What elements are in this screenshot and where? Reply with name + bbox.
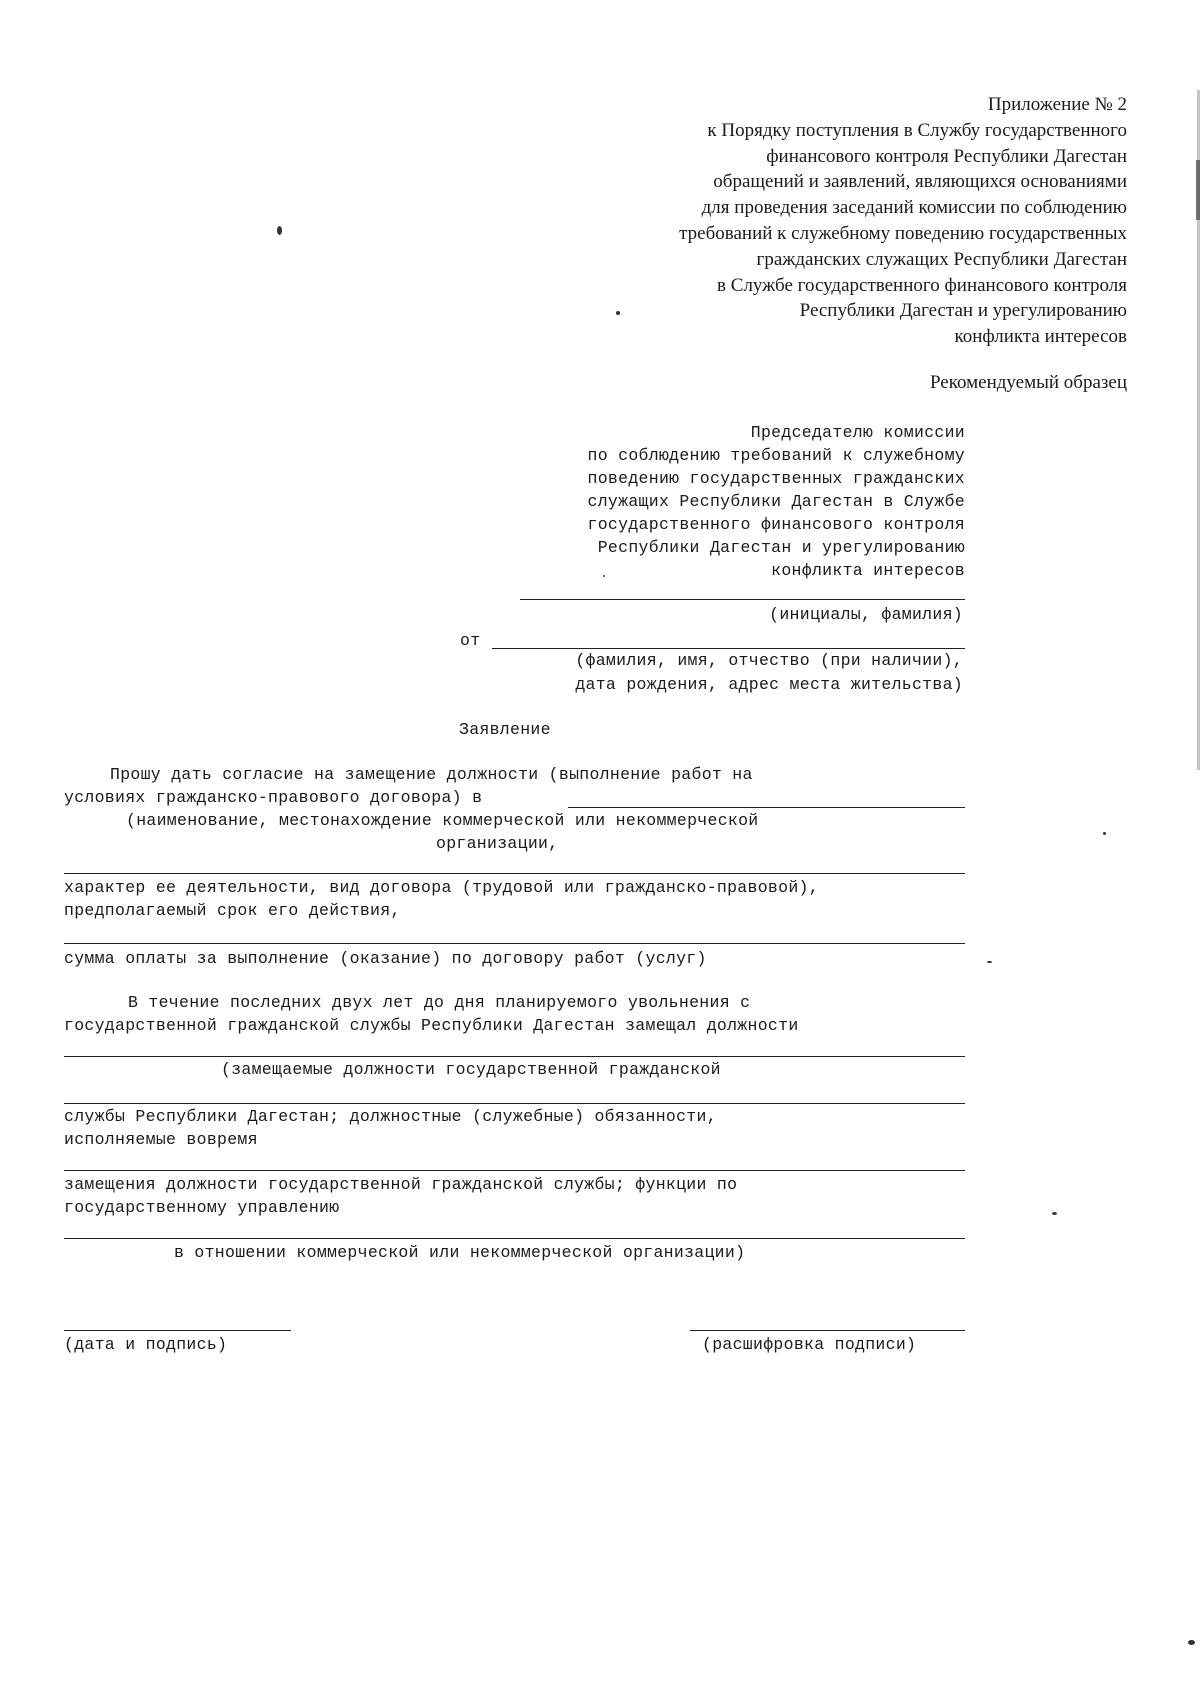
from-hint-2: дата рождения, адрес места жительства) bbox=[575, 675, 963, 694]
scan-speck bbox=[1103, 832, 1106, 835]
appendix-line: к Порядку поступления в Службу государственного bbox=[707, 119, 1127, 141]
organization-continuation-line[interactable] bbox=[64, 873, 965, 874]
addressee-line: государственного финансового контроля bbox=[587, 515, 965, 534]
initials-line[interactable] bbox=[520, 599, 965, 600]
signature-decode-line[interactable] bbox=[690, 1330, 965, 1331]
functions-line[interactable] bbox=[64, 1170, 965, 1171]
field-hint: характер ее деятельности, вид договора (трудовой или гражданско-правовой), bbox=[64, 878, 819, 897]
scan-speck bbox=[616, 311, 620, 315]
appendix-line: финансового контроля Республики Дагестан bbox=[766, 145, 1127, 167]
duties-line[interactable] bbox=[64, 1103, 965, 1104]
scan-speck bbox=[603, 575, 605, 577]
addressee-block bbox=[515, 421, 965, 582]
addressee-line: поведению государственных гражданских bbox=[587, 469, 965, 488]
appendix-line: обращений и заявлений, являющихся основаниями bbox=[713, 171, 1127, 193]
sample-label: Рекомендуемый образец bbox=[929, 372, 1127, 393]
addressee-line: Республики Дагестан и урегулированию bbox=[597, 538, 965, 557]
statement-title: Заявление bbox=[459, 720, 551, 739]
payment-line[interactable] bbox=[64, 943, 965, 944]
addressee-line: Председателю комиссии bbox=[750, 423, 965, 442]
appendix-line: Республики Дагестан и урегулированию bbox=[799, 300, 1127, 322]
appendix-line: конфликта интересов bbox=[954, 326, 1127, 348]
organization-line[interactable] bbox=[568, 807, 965, 808]
field-hint: (замещаемые должности государственной гражданской bbox=[221, 1060, 721, 1079]
from-hint-1: (фамилия, имя, отчество (при наличии), bbox=[575, 651, 963, 670]
initials-hint: (инициалы, фамилия) bbox=[769, 605, 963, 624]
appendix-line: для проведения заседаний комиссии по соблюдению bbox=[701, 197, 1127, 219]
positions-line[interactable] bbox=[64, 1056, 965, 1057]
field-hint: службы Республики Дагестан; должностные (служебные) обязанности, bbox=[64, 1107, 717, 1126]
statement-text: В течение последних двух лет до дня планируемого увольнения с bbox=[128, 993, 751, 1012]
addressee-line: по соблюдению требований к служебному bbox=[587, 446, 965, 465]
from-line[interactable] bbox=[492, 648, 965, 649]
field-hint: предполагаемый срок его действия, bbox=[64, 901, 401, 920]
field-hint: государственному управлению bbox=[64, 1198, 340, 1217]
scan-speck bbox=[277, 226, 282, 235]
signature-decode-hint: (расшифровка подписи) bbox=[702, 1335, 917, 1354]
statement-text: условиях гражданско-правового договора) в bbox=[64, 788, 483, 807]
appendix-header bbox=[567, 92, 1127, 350]
statement-text: Прошу дать согласие на замещение должности (выполнение работ на bbox=[110, 765, 753, 784]
scan-speck bbox=[987, 961, 992, 963]
date-signature-line[interactable] bbox=[64, 1330, 291, 1331]
date-signature-hint: (дата и подпись) bbox=[64, 1335, 228, 1354]
appendix-line: Приложение № 2 bbox=[987, 94, 1127, 115]
field-hint: организации, bbox=[436, 834, 559, 853]
scan-speck bbox=[1188, 1640, 1195, 1645]
appendix-line: гражданских служащих Республики Дагестан bbox=[756, 248, 1127, 270]
from-label: от bbox=[460, 631, 481, 650]
addressee-line: служащих Республики Дагестан в Службе bbox=[587, 492, 965, 511]
statement-text: государственной гражданской службы Республики Дагестан замещал должности bbox=[64, 1016, 799, 1035]
field-hint: замещения должности государственной гражданской службы; функции по bbox=[64, 1175, 738, 1194]
scan-edge-mark bbox=[1196, 160, 1200, 220]
addressee-line: конфликта интересов bbox=[771, 561, 965, 580]
field-hint: (наименование, местонахождение коммерческой или некоммерческой bbox=[126, 811, 759, 830]
field-hint: в отношении коммерческой или некоммерческой организации) bbox=[174, 1243, 746, 1262]
relation-line[interactable] bbox=[64, 1238, 965, 1239]
appendix-line: требований к служебному поведению государственных bbox=[679, 222, 1127, 244]
appendix-line: в Службе государственного финансового контроля bbox=[717, 274, 1127, 296]
field-hint: исполняемые вовремя bbox=[64, 1130, 258, 1149]
field-hint: сумма оплаты за выполнение (оказание) по договору работ (услуг) bbox=[64, 949, 707, 968]
scan-speck bbox=[1052, 1212, 1057, 1215]
